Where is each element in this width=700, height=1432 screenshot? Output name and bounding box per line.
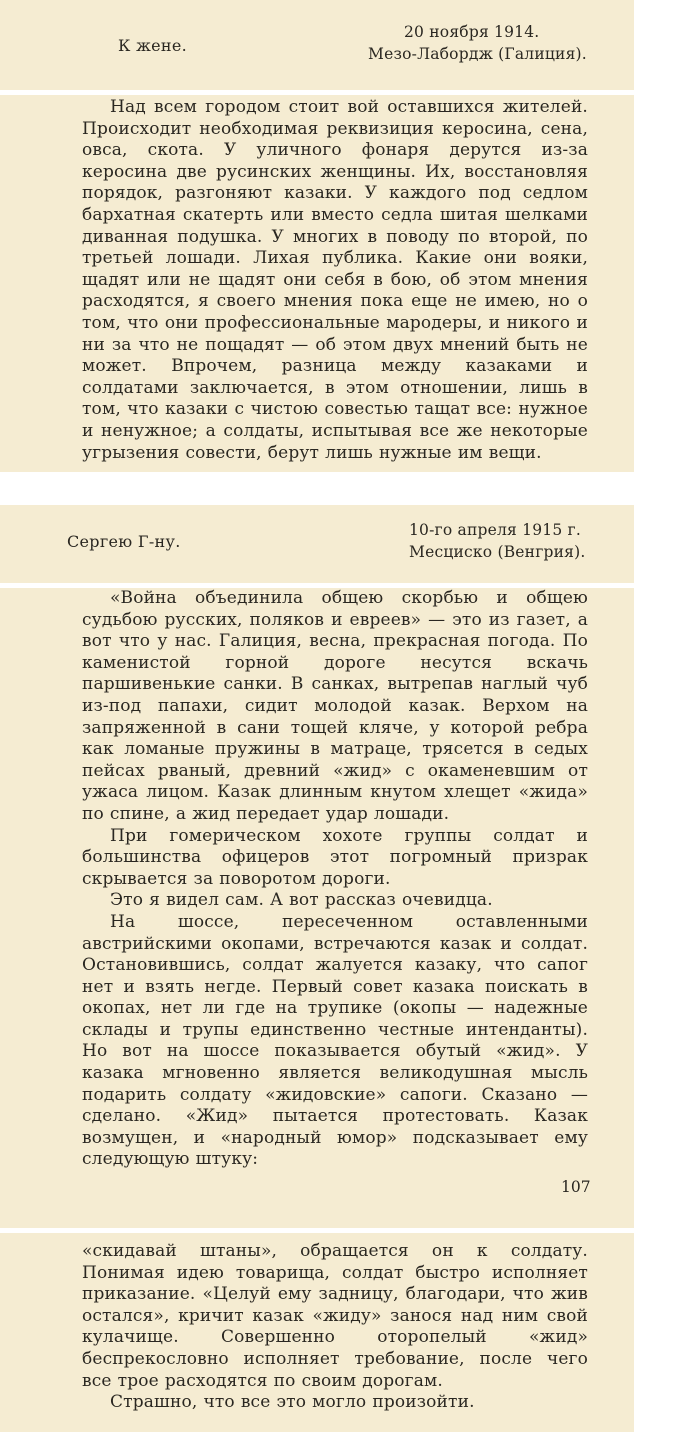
addressee-2: Сергею Г-ну. xyxy=(67,532,181,551)
letter2-body xyxy=(82,588,588,1171)
date-2: 10-го апреля 1915 г. xyxy=(409,521,581,539)
continuation-strip xyxy=(0,1233,634,1432)
letter1-paragraph: Над всем городом стоит вой оставшихся жителей. Происходит необходимая реквизиция керосина, сена, овса, скота. У уличного фонаря дерутся из-за керосина две русинских женщины. Их, восстановляя порядок, разгоняют казаки. У каждого под седлом бархатная скатерть или вместо седла шитая шелками диванная подушка. У многих в поводу по второй, по третьей лошади. Лихая публика. Какие они вояки, щадят или не щадят они себя в бою, об этом мнения расходятся, я своего мнения пока еще не имею, но о том, что они профессиональные мародеры, и никого и ни за что не пощадят — об этом двух мнений быть не может. Впрочем, разница между казаками и солдатами заключается, в этом отношении, лишь в том, что казаки с чистою совестью тащат все: нужное и ненужное; а солдаты, испытывая все же некоторые угрызения совести, берут лишь нужные им вещи. xyxy=(82,97,588,463)
body-strip-2 xyxy=(0,588,634,1228)
header-strip-1 xyxy=(0,0,634,90)
dateline-1 xyxy=(368,21,587,65)
date-1: 20 ноября 1914. xyxy=(404,23,540,41)
dateline-2 xyxy=(409,519,586,563)
body-strip-1 xyxy=(0,95,634,472)
continuation-body xyxy=(82,1241,588,1414)
addressee-1: К жене. xyxy=(118,36,187,55)
place-2: Месциско (Венгрия). xyxy=(409,543,586,561)
final-paragraph: Страшно, что все это могло произойти. xyxy=(110,1392,475,1413)
continuation-paragraph: «скидавай штаны», обращается он к солдату. Понимая идею товарища, солдат быстро исполняет приказание. «Целуй ему задницу, благодари, что жив остался», кричит казак «жиду» занося над ним свой кулачище. Совершенно оторопелый «жид» беспрекословно исполняет требование, после чего все трое расходятся по своим дорогам. xyxy=(82,1241,588,1391)
page-number: 107 xyxy=(561,1178,591,1196)
letter2-paragraph-4: На шоссе, пересеченном оставленными австрийскими окопами, встречаются казак и солдат. Остановившись, солдат жалуется казаку, что сапог нет и взять негде. Первый совет казака поискать в окопах, нет ли где на трупике (окопы — надежные склады и трупы единственно честные интенданты). Но вот на шоссе показывается обутый «жид». У казака мгновенно является великодушная мысль подарить солдату «жидовские» сапоги. Сказано — сделано. «Жид» пытается протестовать. Казак возмущен, и «народный юмор» подсказывает ему следующую штуку: xyxy=(82,911,588,1170)
letter2-paragraph-2: При гомерическом хохоте группы солдат и большинства офицеров этот погромный призрак скрывается за поворотом дороги. xyxy=(82,825,588,889)
letter2-paragraph-3: Это я видел сам. А вот рассказ очевидца. xyxy=(110,890,493,911)
letter2-paragraph-1: «Война объединила общею скорбью и общею судьбою русских, поляков и евреев» — это из газет, а вот что у нас. Галиция, весна, прекрасная погода. По каменистой горной дороге несутся вскачь паршивенькие санки. В санках, вытрепав наглый чуб из-под папахи, сидит молодой казак. Верхом на запряженной в сани тощей кляче, у которой ребра как ломаные пружины в матраце, трясется в седых пейсах рваный, древний «жид» с окаменевшим от ужаса лицом. Казак длинным кнутом хлещет «жида» по спине, а жид передает удар лошади. xyxy=(82,588,588,824)
header-strip-2 xyxy=(0,505,634,583)
place-1: Мезо-Лабордж (Галиция). xyxy=(368,45,587,63)
